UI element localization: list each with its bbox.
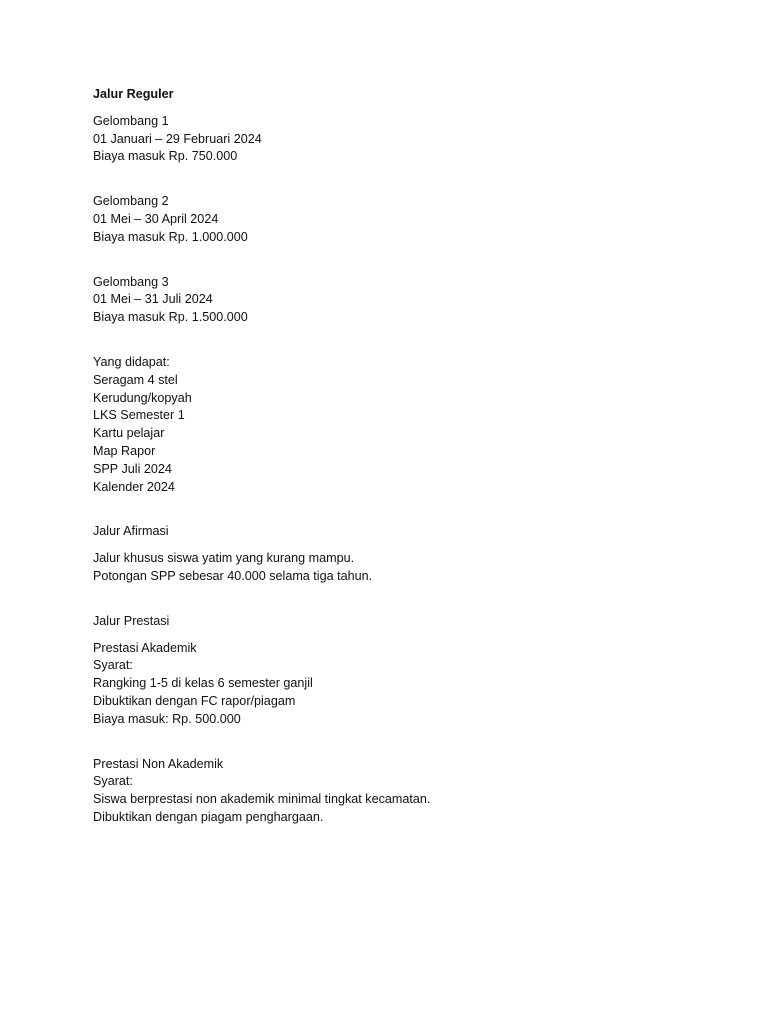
benefit-item: Seragam 4 stel bbox=[93, 372, 178, 387]
prestasi-akademik bbox=[93, 640, 693, 729]
syarat-label: Syarat: bbox=[93, 774, 133, 789]
wave-dates: 01 Mei – 31 Juli 2024 bbox=[93, 292, 213, 307]
wave-3 bbox=[93, 274, 693, 327]
benefit-item: Kartu pelajar bbox=[93, 426, 165, 441]
prestasi-non-akademik bbox=[93, 756, 693, 827]
wave-2 bbox=[93, 193, 693, 246]
benefit-item: Kalender 2024 bbox=[93, 479, 175, 494]
syarat-label: Syarat: bbox=[93, 658, 133, 673]
afirmasi-line: Potongan SPP sebesar 40.000 selama tiga tahun. bbox=[93, 568, 373, 583]
benefit-item: Map Rapor bbox=[93, 443, 156, 458]
benefit-item: Kerudung/kopyah bbox=[93, 390, 192, 405]
wave-dates: 01 Januari – 29 Februari 2024 bbox=[93, 131, 262, 146]
wave-dates: 01 Mei – 30 April 2024 bbox=[93, 211, 219, 226]
wave-fee: Biaya masuk Rp. 750.000 bbox=[93, 149, 238, 164]
requirement-line: Dibuktikan dengan FC rapor/piagam bbox=[93, 693, 296, 708]
benefits-list bbox=[93, 354, 693, 496]
wave-1 bbox=[93, 113, 693, 166]
benefits-title: Yang didapat: bbox=[93, 354, 170, 369]
document-page bbox=[93, 86, 693, 827]
wave-name: Gelombang 2 bbox=[93, 194, 169, 209]
subsection-title: Prestasi Akademik bbox=[93, 640, 197, 655]
afirmasi-line: Jalur khusus siswa yatim yang kurang mampu. bbox=[93, 551, 355, 566]
section-title-prestasi: Jalur Prestasi bbox=[93, 613, 170, 628]
section-title-afirmasi: Jalur Afirmasi bbox=[93, 524, 169, 539]
requirement-line: Dibuktikan dengan piagam penghargaan. bbox=[93, 809, 324, 824]
requirement-line: Rangking 1-5 di kelas 6 semester ganjil bbox=[93, 676, 313, 691]
benefit-item: SPP Juli 2024 bbox=[93, 461, 172, 476]
wave-fee: Biaya masuk Rp. 1.000.000 bbox=[93, 229, 248, 244]
section-title-reguler: Jalur Reguler bbox=[93, 87, 174, 101]
benefit-item: LKS Semester 1 bbox=[93, 408, 185, 423]
wave-fee: Biaya masuk Rp. 1.500.000 bbox=[93, 310, 248, 325]
subsection-title: Prestasi Non Akademik bbox=[93, 756, 224, 771]
requirement-line: Siswa berprestasi non akademik minimal tingkat kecamatan. bbox=[93, 792, 431, 807]
wave-name: Gelombang 3 bbox=[93, 274, 169, 289]
wave-name: Gelombang 1 bbox=[93, 113, 169, 128]
fee-line: Biaya masuk: Rp. 500.000 bbox=[93, 711, 241, 726]
